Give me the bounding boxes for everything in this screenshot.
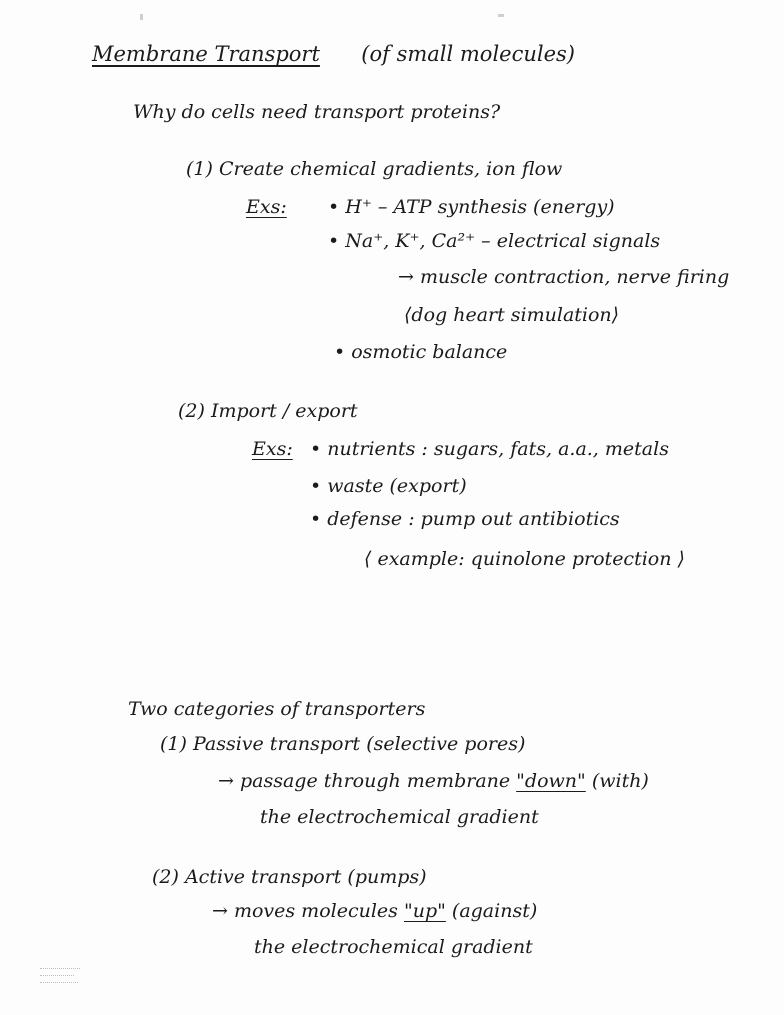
passive-line-1-text: → passage through membrane — [218, 770, 511, 792]
passive-transport-line-2: the electrochemical gradient — [260, 806, 539, 828]
section-1-bullet-1: • H⁺ – ATP synthesis (energy) — [328, 196, 615, 218]
page-title: Membrane Transport — [92, 42, 320, 66]
scan-mark-top — [140, 14, 143, 20]
categories-heading: Two categories of transporters — [128, 698, 426, 720]
section-1-bullet-2-note: ⟨dog heart simulation⟩ — [404, 304, 620, 326]
section-1-bullet-2: • Na⁺, K⁺, Ca²⁺ – electrical signals — [328, 230, 661, 252]
active-against-word: (against) — [451, 900, 538, 922]
section-2-exs-label: Exs: — [252, 438, 293, 460]
passive-down-word: "down" — [516, 770, 586, 792]
section-1-exs-label: Exs: — [246, 196, 287, 218]
section-2-bullet-2: • waste (export) — [310, 475, 467, 497]
active-transport-line-2: the electrochemical gradient — [254, 936, 533, 958]
page-title-paren: (of small molecules) — [361, 42, 575, 66]
section-2-bullet-3-note: ⟨ example: quinolone protection ⟩ — [364, 548, 685, 570]
section-2-bullet-3: • defense : pump out antibiotics — [310, 508, 620, 530]
passive-transport-line-1 — [218, 772, 649, 791]
section-2-bullet-1: • nutrients : sugars, fats, a.a., metals — [310, 438, 669, 460]
active-transport-heading: (2) Active transport (pumps) — [152, 866, 427, 888]
section-2-heading: (2) Import / export — [178, 400, 358, 422]
page-title-line — [92, 44, 575, 65]
question: Why do cells need transport proteins? — [133, 101, 501, 123]
active-line-1-text: → moves molecules — [212, 900, 398, 922]
section-1-heading: (1) Create chemical gradients, ion flow — [186, 158, 563, 180]
active-transport-line-1 — [212, 902, 537, 921]
scan-dotted-line — [40, 968, 80, 969]
passive-transport-heading: (1) Passive transport (selective pores) — [160, 733, 526, 755]
active-up-word: "up" — [403, 900, 446, 922]
scan-mark-top-right — [498, 14, 504, 17]
section-1-bullet-3: • osmotic balance — [334, 341, 508, 363]
section-1-bullet-2-sub: → muscle contraction, nerve firing — [398, 266, 730, 288]
scan-dotted-line — [40, 982, 78, 983]
scan-dotted-line — [40, 975, 74, 976]
passive-with-word: (with) — [591, 770, 649, 792]
